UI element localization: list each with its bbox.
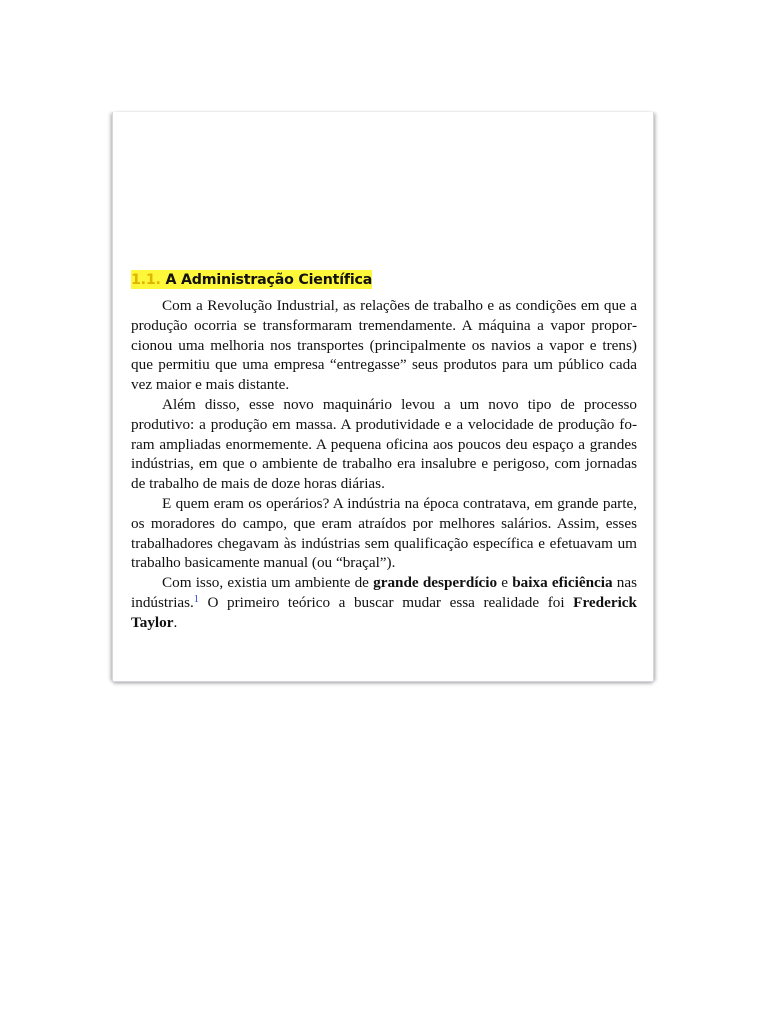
paragraph-1: Com a Revolução Industrial, as relações de trabalho e as condições em que a produção ocorria se transformaram tremendamente. A máquina a vapor proporcionou uma melhoria nos transportes (principalmente os navios a vapor e trens) que permitiu que uma empresa “entregasse” seus produtos para um público cada vez maior e mais distante. [131,297,637,394]
p4-text-1: Com isso, existia um ambiente de [162,574,374,592]
body-text [131,296,637,633]
p4-text-4: O primeiro teórico a buscar mudar essa realidade foi [198,593,574,611]
p4-text-3: nas indústrias. [131,574,638,611]
section-number: 1.1. [131,272,161,288]
paragraph-4 [131,573,637,632]
paragraph-3: E quem eram os operários? A indústria na época contratava, em grande parte, os moradores do campo, que eram atraídos por melhores salários. Assim, esses trabalhadores chegavam às indústrias sem qualificação específica e efetuavam um trabalho basicamente manual (ou “braçal”). [131,494,637,572]
section-title: A Administração Científica [165,272,373,288]
footnote-link[interactable]: 1 [193,593,199,605]
paragraph-2: Além disso, esse novo maquinário levou a um novo tipo de processo produtivo: a produção em massa. A produtividade e a velocidade de produção foram ampliadas enormemente. A pequena oficina aos poucos deu espaço a grandes indústrias, em que o ambiente de trabalho era insalubre e perigoso, com jornadas de trabalho de mais de doze horas diárias. [131,395,637,493]
p4-text-5: . [173,613,178,631]
page-content [131,270,637,633]
document-page [112,112,654,682]
p4-text-2: e [497,574,513,592]
heading-highlight [131,270,372,289]
bold-frederick-taylor: Frederick Taylor [131,593,637,631]
bold-baixa-eficiencia: baixa eficiência [512,574,613,592]
section-heading [131,270,637,290]
bold-grande-desperdicio: grande desperdício [373,574,498,592]
